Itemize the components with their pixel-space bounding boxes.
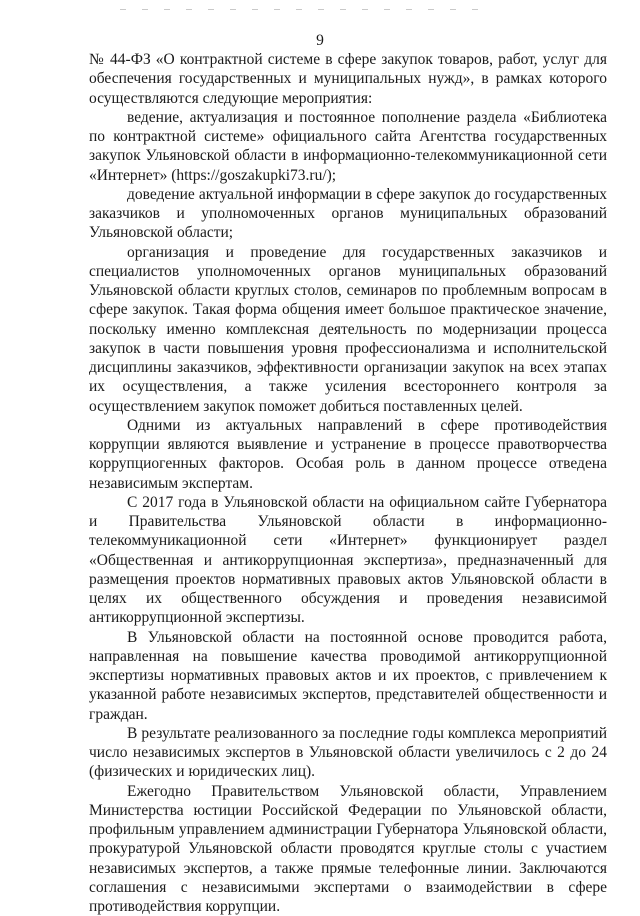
page-number: 9 (0, 32, 640, 50)
paragraph-4: организация и проведение для государственных заказчиков и специалистов уполномоченных органов муниципальных образований Ульяновской области круглых столов, семинаров по проблемным вопросам в сфере закупок. Такая форма общения имеет большое практическое значение, поскольку именно комплексная деятельность по модернизации процесса закупок в части повышения уровня профессионализма и исполнительской дисциплины заказчиков, эффективности организации закупок на всех этапах их осуществления, а также усиления всестороннего контроля за осуществлением закупок поможет добиться поставленных целей. (89, 243, 607, 416)
paragraph-8: В результате реализованного за последние годы комплекса мероприятий число независимых экспертов в Ульяновской области увеличилось с 2 до 24 (физических и юридических лиц). (89, 724, 607, 782)
paragraph-2: ведение, актуализация и постоянное пополнение раздела «Библиотека по контрактной системе» официального сайта Агентства государственных закупок Ульяновской области в информационно-телекоммуникационной сети «Интернет» (https://goszakupki73.ru/); (89, 108, 607, 185)
paragraph-7: В Ульяновской области на постоянной основе проводится работа, направленная на повышение качества проводимой антикоррупционной экспертизы нормативных правовых актов и их проектов, с привлечением к указанной работе независимых экспертов, представителей общественности и граждан. (89, 628, 607, 724)
paragraph-3: доведение актуальной информации в сфере закупок до государственных заказчиков и уполномоченных органов муниципальных образований Ульяновской области; (89, 185, 607, 243)
paragraph-1: № 44-ФЗ «О контрактной системе в сфере закупок товаров, работ, услуг для обеспечения государственных и муниципальных нужд», в рамках которого осуществляются следующие мероприятия: (89, 50, 607, 108)
scan-artifact-top (120, 9, 480, 10)
paragraph-9: Ежегодно Правительством Ульяновской области, Управлением Министерства юстиции Российской Федерации по Ульяновской области, профильным управлением администрации Губернатора Ульяновской области, прокуратурой Ульяновской области проводятся круглые столы с участием независимых экспертов, а также прямые телефонные линии. Заключаются соглашения с независимыми экспертами о взаимодействии в сфере противодействия коррупции. (89, 782, 607, 916)
document-body (89, 50, 607, 916)
paragraph-5: Одними из актуальных направлений в сфере противодействия коррупции являются выявление и устранение в процессе правотворчества коррупциогенных факторов. Особая роль в данном процессе отведена независимым экспертам. (89, 416, 607, 493)
paragraph-6: С 2017 года в Ульяновской области на официальном сайте Губернатора и Правительства Ульяновской области в информационно-телекоммуникационной сети «Интернет» функционирует раздел «Общественная и антикоррупционная экспертиза», предназначенный для размещения проектов нормативных правовых актов Ульяновской области в целях их общественного обсуждения и проведения независимой антикоррупционной экспертизы. (89, 493, 607, 628)
